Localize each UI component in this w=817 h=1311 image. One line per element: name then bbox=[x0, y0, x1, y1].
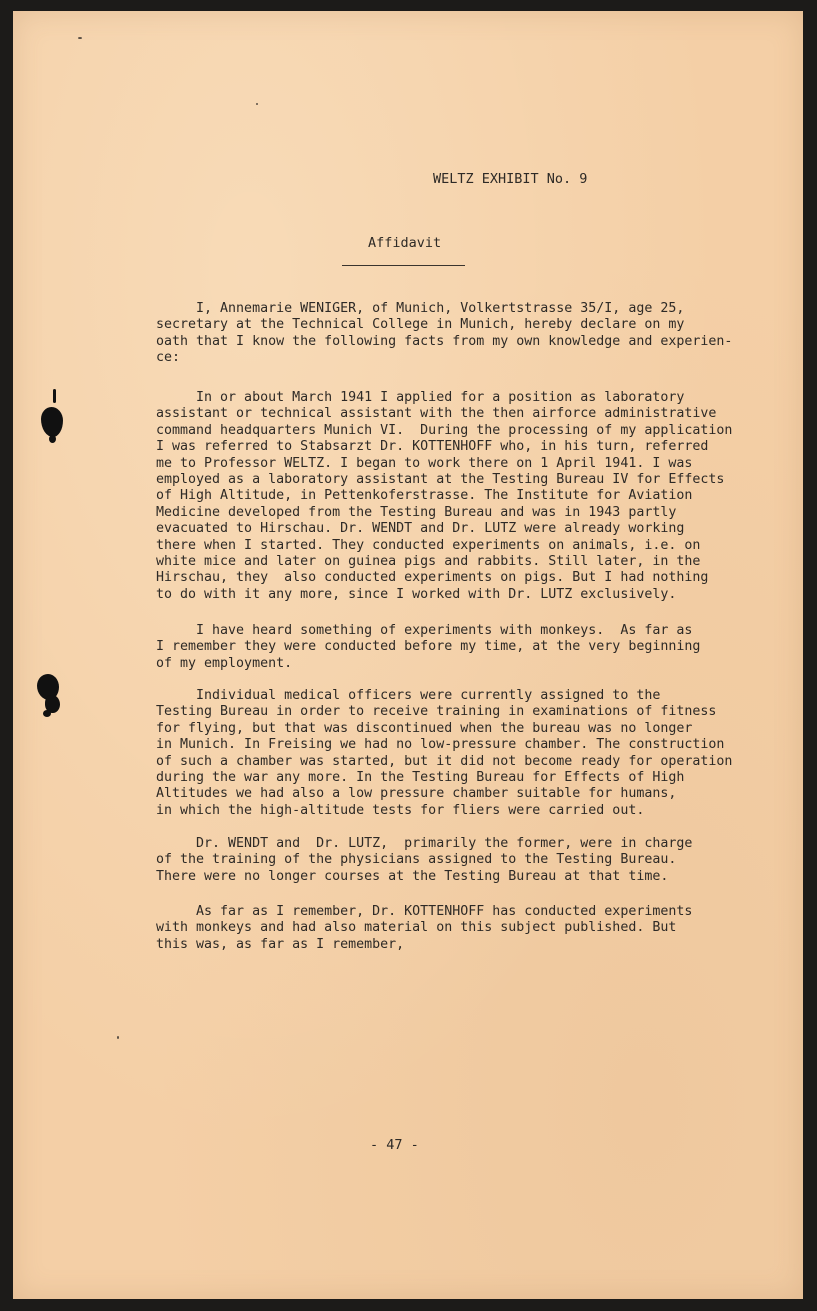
title-underline bbox=[342, 265, 465, 266]
document-page bbox=[13, 11, 803, 1299]
paper-speck bbox=[78, 37, 82, 39]
paragraph-employment: In or about March 1941 I applied for a position as laboratory assistant or technical assistant with the then airforce administrative command headquarters Munich VI. During the processing of my application I was referred to Stabsarzt Dr. KOTTENHOFF who, in his turn, referred me to Professor WELTZ. I began to work there on 1 April 1941. I was employed as a laboratory assistant at the Testing Bureau IV for Effects of High Altitude, in Pettenkoferstrasse. The Institute for Aviation Medicine developed from the Testing Bureau and was in 1943 partly evacuated to Hirschau. Dr. WENDT and Dr. LUTZ were already working there when I started. They conducted experiments on animals, i.e. on white mice and later on guinea pigs and rabbits. Still later, in the Hirschau, they also conducted experiments on pigs. But I had nothing to do with it any more, since I worked with Dr. LUTZ exclusively. bbox=[156, 390, 733, 602]
paper-speck bbox=[256, 103, 258, 105]
paragraph-physicians: Dr. WENDT and Dr. LUTZ, primarily the former, were in charge of the training of the physicians assigned to the Testing Bureau. There were no longer courses at the Testing Bureau at that time. bbox=[156, 836, 693, 884]
exhibit-label: WELTZ EXHIBIT No. 9 bbox=[433, 171, 588, 187]
ink-blot-mark bbox=[43, 710, 51, 717]
ink-blot-mark bbox=[49, 435, 56, 443]
ink-blot-mark bbox=[41, 407, 63, 437]
paragraph-declaration: I, Annemarie WENIGER, of Munich, Volkertstrasse 35/I, age 25, secretary at the Technical College in Munich, hereby declare on my oath that I know the following facts from my own knowledge and experien- ce: bbox=[156, 301, 733, 366]
paragraph-training: Individual medical officers were currently assigned to the Testing Bureau in order to receive training in examinations of fitness for flying, but that was discontinued when the bureau was no longer in Munich. In Freising we had no low-pressure chamber. The construction of such a chamber was started, but it did not become ready for operation during the war any more. In the Testing Bureau for Effects of High Altitudes we had also a low pressure chamber suitable for humans, in which the high-altitude tests for fliers were carried out. bbox=[156, 688, 733, 818]
paper-speck bbox=[117, 1036, 119, 1039]
paragraph-kottenhoff: As far as I remember, Dr. KOTTENHOFF has conducted experiments with monkeys and had also material on this subject published. But this was, as far as I remember, bbox=[156, 904, 693, 952]
ink-blot-mark bbox=[53, 389, 56, 403]
page-number: - 47 - bbox=[370, 1137, 419, 1153]
document-title: Affidavit bbox=[368, 235, 442, 251]
paragraph-monkeys: I have heard something of experiments with monkeys. As far as I remember they were conducted before my time, at the very beginning of my employment. bbox=[156, 623, 701, 671]
